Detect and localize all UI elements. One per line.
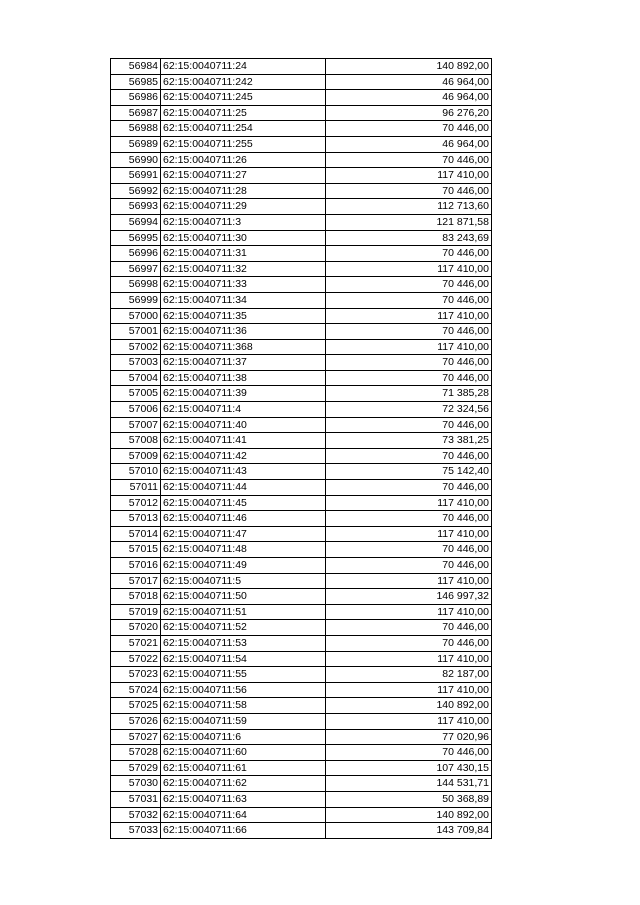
table-row <box>111 635 492 651</box>
cadastral-number-cell: 62:15:0040711:28 <box>161 183 326 199</box>
row-number-cell: 57024 <box>111 682 161 698</box>
cadastral-number-cell: 62:15:0040711:29 <box>161 199 326 215</box>
row-number-cell: 56988 <box>111 121 161 137</box>
table-row <box>111 776 492 792</box>
row-number-cell: 56992 <box>111 183 161 199</box>
cadastral-number-cell: 62:15:0040711:4 <box>161 402 326 418</box>
table-row <box>111 136 492 152</box>
cadastral-number-cell: 62:15:0040711:368 <box>161 339 326 355</box>
cadastral-number-cell: 62:15:0040711:63 <box>161 791 326 807</box>
cadastral-number-cell: 62:15:0040711:44 <box>161 480 326 496</box>
value-cell: 83 243,69 <box>326 230 492 246</box>
value-cell: 46 964,00 <box>326 74 492 90</box>
table-row <box>111 511 492 527</box>
cadastral-number-cell: 62:15:0040711:254 <box>161 121 326 137</box>
value-cell: 70 446,00 <box>326 121 492 137</box>
value-cell: 70 446,00 <box>326 277 492 293</box>
row-number-cell: 57006 <box>111 402 161 418</box>
row-number-cell: 57021 <box>111 635 161 651</box>
table-row <box>111 620 492 636</box>
value-cell: 117 410,00 <box>326 713 492 729</box>
cadastral-number-cell: 62:15:0040711:242 <box>161 74 326 90</box>
cadastral-number-cell: 62:15:0040711:32 <box>161 261 326 277</box>
cadastral-number-cell: 62:15:0040711:40 <box>161 417 326 433</box>
table-row <box>111 760 492 776</box>
row-number-cell: 56994 <box>111 214 161 230</box>
table-row <box>111 246 492 262</box>
row-number-cell: 57023 <box>111 667 161 683</box>
row-number-cell: 56984 <box>111 59 161 75</box>
row-number-cell: 57028 <box>111 745 161 761</box>
row-number-cell: 57017 <box>111 573 161 589</box>
table-row <box>111 433 492 449</box>
table-row <box>111 277 492 293</box>
row-number-cell: 56995 <box>111 230 161 246</box>
row-number-cell: 57012 <box>111 495 161 511</box>
table-row <box>111 214 492 230</box>
row-number-cell: 57004 <box>111 370 161 386</box>
value-cell: 117 410,00 <box>326 495 492 511</box>
table-row <box>111 542 492 558</box>
value-cell: 117 410,00 <box>326 339 492 355</box>
table-row <box>111 573 492 589</box>
row-number-cell: 57032 <box>111 807 161 823</box>
table-row <box>111 324 492 340</box>
row-number-cell: 56990 <box>111 152 161 168</box>
cadastral-number-cell: 62:15:0040711:66 <box>161 823 326 839</box>
cadastral-number-cell: 62:15:0040711:6 <box>161 729 326 745</box>
value-cell: 46 964,00 <box>326 90 492 106</box>
cadastral-number-cell: 62:15:0040711:53 <box>161 635 326 651</box>
cadastral-number-cell: 62:15:0040711:49 <box>161 558 326 574</box>
value-cell: 70 446,00 <box>326 292 492 308</box>
table-row <box>111 355 492 371</box>
value-cell: 96 276,20 <box>326 105 492 121</box>
row-number-cell: 57022 <box>111 651 161 667</box>
cadastral-number-cell: 62:15:0040711:39 <box>161 386 326 402</box>
cadastral-number-cell: 62:15:0040711:51 <box>161 604 326 620</box>
cadastral-number-cell: 62:15:0040711:36 <box>161 324 326 340</box>
value-cell: 144 531,71 <box>326 776 492 792</box>
cadastral-number-cell: 62:15:0040711:38 <box>161 370 326 386</box>
cadastral-number-cell: 62:15:0040711:50 <box>161 589 326 605</box>
cadastral-number-cell: 62:15:0040711:3 <box>161 214 326 230</box>
cadastral-number-cell: 62:15:0040711:24 <box>161 59 326 75</box>
table-row <box>111 526 492 542</box>
value-cell: 71 385,28 <box>326 386 492 402</box>
cadastral-number-cell: 62:15:0040711:30 <box>161 230 326 246</box>
cadastral-number-cell: 62:15:0040711:59 <box>161 713 326 729</box>
value-cell: 140 892,00 <box>326 807 492 823</box>
row-number-cell: 57008 <box>111 433 161 449</box>
table-row <box>111 168 492 184</box>
row-number-cell: 57026 <box>111 713 161 729</box>
cadastral-number-cell: 62:15:0040711:52 <box>161 620 326 636</box>
row-number-cell: 56998 <box>111 277 161 293</box>
cadastral-number-cell: 62:15:0040711:34 <box>161 292 326 308</box>
row-number-cell: 57019 <box>111 604 161 620</box>
table-row <box>111 729 492 745</box>
value-cell: 75 142,40 <box>326 464 492 480</box>
table-row <box>111 152 492 168</box>
row-number-cell: 56991 <box>111 168 161 184</box>
cadastral-number-cell: 62:15:0040711:48 <box>161 542 326 558</box>
value-cell: 70 446,00 <box>326 620 492 636</box>
cadastral-number-cell: 62:15:0040711:46 <box>161 511 326 527</box>
table-row <box>111 713 492 729</box>
table-row <box>111 121 492 137</box>
value-cell: 70 446,00 <box>326 324 492 340</box>
row-number-cell: 57027 <box>111 729 161 745</box>
cadastral-number-cell: 62:15:0040711:60 <box>161 745 326 761</box>
table-row <box>111 199 492 215</box>
value-cell: 117 410,00 <box>326 261 492 277</box>
row-number-cell: 57031 <box>111 791 161 807</box>
table-row <box>111 604 492 620</box>
row-number-cell: 56999 <box>111 292 161 308</box>
row-number-cell: 57003 <box>111 355 161 371</box>
row-number-cell: 57001 <box>111 324 161 340</box>
table-row <box>111 791 492 807</box>
cadastral-number-cell: 62:15:0040711:5 <box>161 573 326 589</box>
row-number-cell: 57007 <box>111 417 161 433</box>
table-row <box>111 105 492 121</box>
cadastral-number-cell: 62:15:0040711:37 <box>161 355 326 371</box>
value-cell: 70 446,00 <box>326 511 492 527</box>
row-number-cell: 57033 <box>111 823 161 839</box>
row-number-cell: 56987 <box>111 105 161 121</box>
value-cell: 46 964,00 <box>326 136 492 152</box>
row-number-cell: 56993 <box>111 199 161 215</box>
cadastral-number-cell: 62:15:0040711:61 <box>161 760 326 776</box>
cadastral-number-cell: 62:15:0040711:54 <box>161 651 326 667</box>
value-cell: 70 446,00 <box>326 417 492 433</box>
table-row <box>111 667 492 683</box>
table-row <box>111 74 492 90</box>
value-cell: 50 368,89 <box>326 791 492 807</box>
table-row <box>111 651 492 667</box>
value-cell: 70 446,00 <box>326 542 492 558</box>
cadastral-number-cell: 62:15:0040711:64 <box>161 807 326 823</box>
table-row <box>111 698 492 714</box>
table-row <box>111 807 492 823</box>
cadastral-number-cell: 62:15:0040711:47 <box>161 526 326 542</box>
row-number-cell: 57029 <box>111 760 161 776</box>
table-body <box>111 59 492 839</box>
table-row <box>111 230 492 246</box>
row-number-cell: 57025 <box>111 698 161 714</box>
row-number-cell: 56986 <box>111 90 161 106</box>
value-cell: 117 410,00 <box>326 604 492 620</box>
row-number-cell: 57005 <box>111 386 161 402</box>
cadastral-number-cell: 62:15:0040711:25 <box>161 105 326 121</box>
row-number-cell: 57000 <box>111 308 161 324</box>
value-cell: 70 446,00 <box>326 480 492 496</box>
table-row <box>111 402 492 418</box>
cadastral-number-cell: 62:15:0040711:33 <box>161 277 326 293</box>
table-row <box>111 589 492 605</box>
value-cell: 117 410,00 <box>326 682 492 698</box>
row-number-cell: 57013 <box>111 511 161 527</box>
value-cell: 70 446,00 <box>326 370 492 386</box>
value-cell: 73 381,25 <box>326 433 492 449</box>
value-cell: 70 446,00 <box>326 448 492 464</box>
value-cell: 82 187,00 <box>326 667 492 683</box>
value-cell: 146 997,32 <box>326 589 492 605</box>
table-row <box>111 464 492 480</box>
value-cell: 117 410,00 <box>326 526 492 542</box>
table-row <box>111 495 492 511</box>
row-number-cell: 56997 <box>111 261 161 277</box>
value-cell: 77 020,96 <box>326 729 492 745</box>
row-number-cell: 57002 <box>111 339 161 355</box>
row-number-cell: 56985 <box>111 74 161 90</box>
value-cell: 121 871,58 <box>326 214 492 230</box>
cadastral-number-cell: 62:15:0040711:56 <box>161 682 326 698</box>
document-page <box>110 58 492 839</box>
value-cell: 70 446,00 <box>326 355 492 371</box>
value-cell: 140 892,00 <box>326 59 492 75</box>
value-cell: 117 410,00 <box>326 573 492 589</box>
row-number-cell: 57010 <box>111 464 161 480</box>
value-cell: 117 410,00 <box>326 308 492 324</box>
row-number-cell: 57009 <box>111 448 161 464</box>
cadastral-number-cell: 62:15:0040711:27 <box>161 168 326 184</box>
cadastral-number-cell: 62:15:0040711:62 <box>161 776 326 792</box>
table-row <box>111 90 492 106</box>
table-row <box>111 308 492 324</box>
cadastral-value-table <box>110 58 492 839</box>
value-cell: 70 446,00 <box>326 635 492 651</box>
value-cell: 70 446,00 <box>326 558 492 574</box>
row-number-cell: 57018 <box>111 589 161 605</box>
table-row <box>111 417 492 433</box>
table-row <box>111 339 492 355</box>
cadastral-number-cell: 62:15:0040711:45 <box>161 495 326 511</box>
cadastral-number-cell: 62:15:0040711:41 <box>161 433 326 449</box>
value-cell: 143 709,84 <box>326 823 492 839</box>
cadastral-number-cell: 62:15:0040711:42 <box>161 448 326 464</box>
value-cell: 117 410,00 <box>326 651 492 667</box>
value-cell: 107 430,15 <box>326 760 492 776</box>
table-row <box>111 558 492 574</box>
value-cell: 72 324,56 <box>326 402 492 418</box>
row-number-cell: 57030 <box>111 776 161 792</box>
table-row <box>111 480 492 496</box>
table-row <box>111 386 492 402</box>
cadastral-number-cell: 62:15:0040711:55 <box>161 667 326 683</box>
cadastral-number-cell: 62:15:0040711:31 <box>161 246 326 262</box>
row-number-cell: 57014 <box>111 526 161 542</box>
cadastral-number-cell: 62:15:0040711:245 <box>161 90 326 106</box>
row-number-cell: 57015 <box>111 542 161 558</box>
value-cell: 140 892,00 <box>326 698 492 714</box>
cadastral-number-cell: 62:15:0040711:58 <box>161 698 326 714</box>
row-number-cell: 56996 <box>111 246 161 262</box>
table-row <box>111 261 492 277</box>
table-row <box>111 448 492 464</box>
row-number-cell: 56989 <box>111 136 161 152</box>
value-cell: 70 446,00 <box>326 152 492 168</box>
table-row <box>111 292 492 308</box>
table-row <box>111 183 492 199</box>
cadastral-number-cell: 62:15:0040711:43 <box>161 464 326 480</box>
value-cell: 70 446,00 <box>326 745 492 761</box>
table-row <box>111 59 492 75</box>
cadastral-number-cell: 62:15:0040711:35 <box>161 308 326 324</box>
value-cell: 117 410,00 <box>326 168 492 184</box>
value-cell: 70 446,00 <box>326 246 492 262</box>
cadastral-number-cell: 62:15:0040711:26 <box>161 152 326 168</box>
table-row <box>111 682 492 698</box>
row-number-cell: 57020 <box>111 620 161 636</box>
row-number-cell: 57011 <box>111 480 161 496</box>
table-row <box>111 823 492 839</box>
table-row <box>111 745 492 761</box>
cadastral-number-cell: 62:15:0040711:255 <box>161 136 326 152</box>
value-cell: 112 713,60 <box>326 199 492 215</box>
value-cell: 70 446,00 <box>326 183 492 199</box>
row-number-cell: 57016 <box>111 558 161 574</box>
table-row <box>111 370 492 386</box>
